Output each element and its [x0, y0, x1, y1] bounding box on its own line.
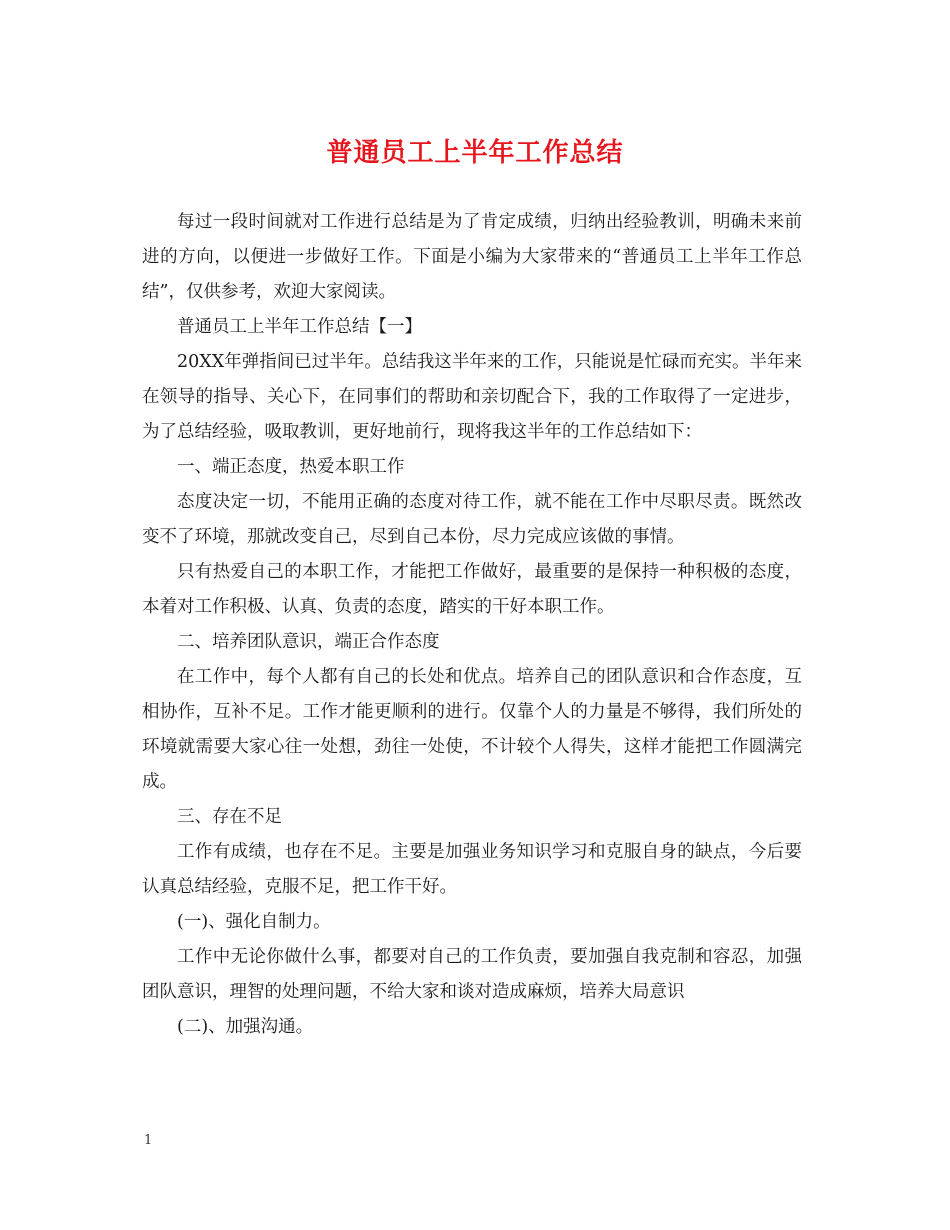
- subsection-heading-1: (一)、强化自制力。: [177, 912, 331, 932]
- body-paragraph: 在工作中，每个人都有自己的长处和优点。培养自己的团队意识和合作态度，互相协作，互补不足。工作才能更顺利的进行。仅靠个人的力量是不够得，我们所处的环境就需要大家心往一处想，劲往一处使，不计较个人得失，这样才能把工作圆满完成。: [142, 667, 802, 792]
- section-heading-2: 二、培养团队意识，端正合作态度: [177, 632, 440, 652]
- page-number: 1: [144, 1133, 153, 1148]
- section-heading-1: 一、端正态度，热爱本职工作: [177, 457, 405, 477]
- body-paragraph: 只有热爱自己的本职工作，才能把工作做好，最重要的是保持一种积极的态度，本着对工作积极、认真、负责的态度，踏实的干好本职工作。: [142, 562, 802, 617]
- section-heading-part-one: 普通员工上半年工作总结【一】: [177, 317, 422, 337]
- body-paragraph: 工作有成绩，也存在不足。主要是加强业务知识学习和克服自身的缺点，今后要认真总结经验，克服不足，把工作干好。: [142, 842, 802, 897]
- body-paragraph: 20XX年弹指间已过半年。总结我这半年来的工作，只能说是忙碌而充实。半年来在领导的指导、关心下，在同事们的帮助和亲切配合下，我的工作取得了一定进步，为了总结经验，吸取教训，更好地前行，现将我这半年的工作总结如下：: [142, 352, 802, 442]
- intro-paragraph: 每过一段时间就对工作进行总结是为了肯定成绩，归纳出经验教训，明确未来前进的方向，以便进一步做好工作。下面是小编为大家带来的“普通员工上半年工作总结”，仅供参考，欢迎大家阅读。: [142, 212, 802, 302]
- body-paragraph: 工作中无论你做什么事，都要对自己的工作负责，要加强自我克制和容忍，加强团队意识，理智的处理问题，不给大家和谈对造成麻烦，培养大局意识: [142, 947, 802, 1002]
- document-body: [142, 205, 802, 1045]
- document-title: 普通员工上半年工作总结: [326, 138, 624, 168]
- section-heading-3: 三、存在不足: [177, 807, 282, 827]
- subsection-heading-2: (二)、加强沟通。: [177, 1017, 314, 1037]
- body-paragraph: 态度决定一切，不能用正确的态度对待工作，就不能在工作中尽职尽责。既然改变不了环境，那就改变自己，尽到自己本份，尽力完成应该做的事情。: [142, 492, 802, 547]
